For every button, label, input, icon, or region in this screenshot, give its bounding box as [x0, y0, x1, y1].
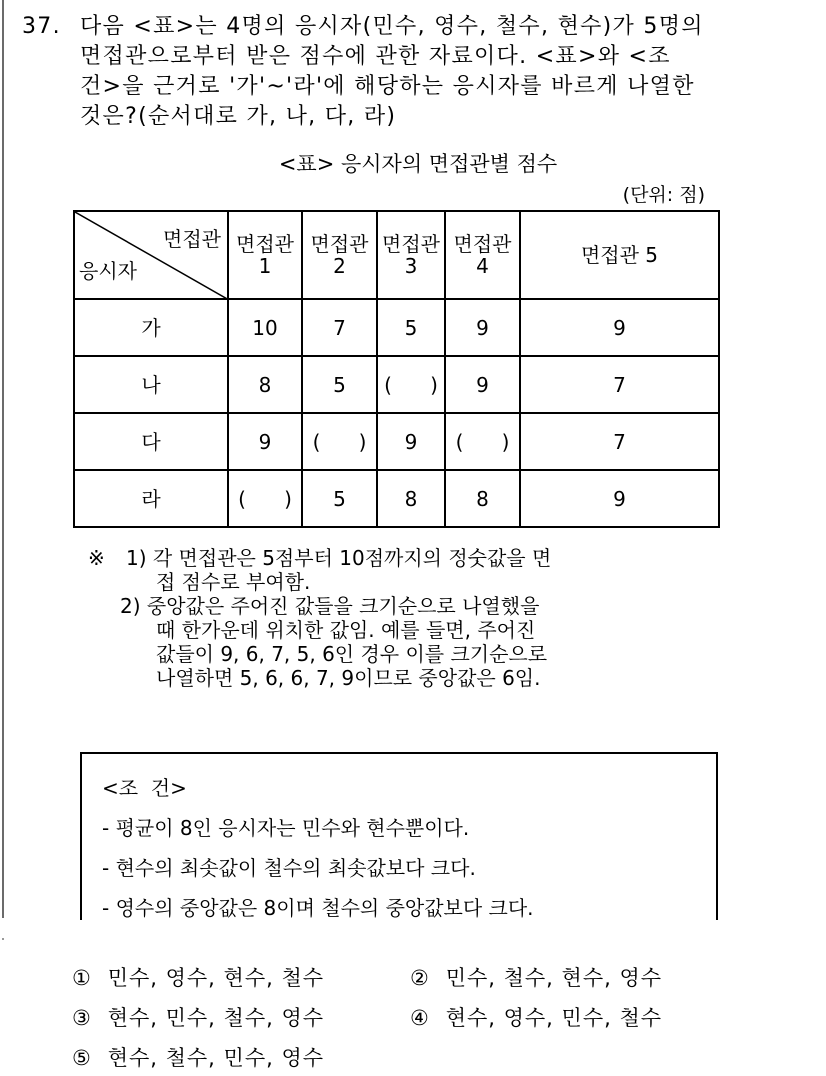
- blank-score-cell: ( ): [228, 470, 302, 527]
- choice-text: 현수, 민수, 철수, 영수: [107, 1006, 325, 1030]
- column-header-number: 4: [476, 254, 489, 278]
- score-cell: 9: [520, 299, 719, 356]
- table-notes: [88, 546, 728, 690]
- score-cell: 10: [228, 299, 302, 356]
- row-label: 다: [74, 413, 228, 470]
- column-header-label: 면접관 5: [580, 243, 659, 267]
- note-2-line-4: 나열하면 5, 6, 6, 7, 9이므로 중앙값은 6임.: [156, 666, 541, 690]
- question-block: [22, 12, 802, 132]
- choice-2[interactable]: [410, 962, 662, 992]
- condition-item: - 현수의 최솟값이 철수의 최솟값보다 크다.: [102, 856, 476, 880]
- table-title: <표> 응시자의 면접관별 점수: [278, 152, 558, 176]
- blank-score-cell: ( ): [302, 413, 377, 470]
- choice-text: 민수, 철수, 현수, 영수: [445, 966, 663, 990]
- score-cell: 8: [377, 470, 445, 527]
- corner-label-interviewer: 면접관: [163, 227, 221, 251]
- score-cell: 9: [445, 299, 520, 356]
- column-header-label: 면접관: [236, 232, 294, 256]
- question-number: 37.: [22, 14, 61, 39]
- reference-mark: ※: [88, 546, 105, 570]
- column-header-label: 면접관: [453, 232, 512, 256]
- column-header-3: [377, 211, 445, 299]
- blank-score-cell: ( ): [377, 356, 445, 413]
- score-cell: 9: [377, 413, 445, 470]
- column-header-2: [302, 211, 377, 299]
- note-2-line-3: 값들이 9, 6, 7, 5, 6인 경우 이를 크기순으로: [156, 642, 548, 666]
- conditions-box: [80, 752, 718, 920]
- question-line: 건>을 근거로 '가'~'라'에 해당하는 응시자를 바르게 나열한: [80, 74, 695, 99]
- choice-number-icon: ⑤: [72, 1046, 92, 1070]
- choice-text: 현수, 철수, 민수, 영수: [107, 1046, 325, 1070]
- score-cell: 9: [445, 356, 520, 413]
- note-1-line-2: 접 점수로 부여함.: [156, 570, 311, 594]
- score-table: [73, 210, 720, 528]
- question-stem: [80, 12, 802, 132]
- column-header-5: [520, 211, 719, 299]
- note-2-line-1: 2) 중앙값은 주어진 값들을 크기순으로 나열했을: [120, 594, 540, 618]
- table-unit: (단위: 점): [622, 184, 705, 206]
- choice-text: 민수, 영수, 현수, 철수: [107, 966, 325, 990]
- note-text: 1) 각 면접관은 5점부터 10점까지의 정숫값을 면: [126, 546, 552, 570]
- table-row: [74, 356, 719, 413]
- conditions-title: <조 건>: [102, 776, 187, 800]
- column-header-number: 2: [333, 254, 346, 278]
- choice-number-icon: ②: [410, 966, 430, 990]
- note-2-line-2: 때 한가운데 위치한 값임. 예를 들면, 주어진: [156, 618, 536, 642]
- table-row: [74, 413, 719, 470]
- score-cell: 8: [445, 470, 520, 527]
- choice-3[interactable]: [72, 1002, 324, 1032]
- choice-number-icon: ③: [72, 1006, 92, 1030]
- score-cell: 7: [302, 299, 377, 356]
- score-cell: 8: [228, 356, 302, 413]
- question-line: 면접관으로부터 받은 점수에 관한 자료이다. <표>와 <조: [80, 44, 671, 69]
- row-label: 나: [74, 356, 228, 413]
- left-margin-rule: [2, 0, 4, 918]
- column-header-1: [228, 211, 302, 299]
- row-label: 라: [74, 470, 228, 527]
- blank-score-cell: ( ): [445, 413, 520, 470]
- score-cell: 5: [377, 299, 445, 356]
- condition-item: - 평균이 8인 응시자는 민수와 현수뿐이다.: [102, 816, 470, 840]
- corner-label-applicant: 응시자: [79, 259, 137, 283]
- choice-text: 현수, 영수, 민수, 철수: [445, 1006, 663, 1030]
- condition-item: - 영수의 중앙값은 8이며 철수의 중앙값보다 크다.: [102, 896, 534, 920]
- score-cell: 7: [520, 356, 719, 413]
- choice-number-icon: ①: [72, 966, 92, 990]
- note-1-line-1: [88, 546, 728, 570]
- score-cell: 5: [302, 356, 377, 413]
- column-header-number: 3: [404, 254, 418, 278]
- score-cell: 9: [228, 413, 302, 470]
- choice-5[interactable]: [72, 1042, 324, 1072]
- table-row: [74, 299, 719, 356]
- score-cell: 7: [520, 413, 719, 470]
- table-title-wrap: [0, 148, 826, 178]
- score-cell: 9: [520, 470, 719, 527]
- row-label: 가: [74, 299, 228, 356]
- question-line: 다음 <표>는 4명의 응시자(민수, 영수, 철수, 현수)가 5명의: [80, 14, 704, 39]
- table-header-row: [74, 211, 719, 299]
- column-header-4: [445, 211, 520, 299]
- margin-dot: [2, 938, 4, 940]
- corner-header-cell: [74, 211, 228, 299]
- choice-4[interactable]: [410, 1002, 662, 1032]
- choice-number-icon: ④: [410, 1006, 430, 1030]
- column-header-label: 면접관: [382, 232, 440, 256]
- score-cell: 5: [302, 470, 377, 527]
- diagonal-line: [75, 212, 229, 300]
- question-line: 것은?(순서대로 가, 나, 다, 라): [80, 104, 397, 129]
- choice-1[interactable]: [72, 962, 324, 992]
- table-row: [74, 470, 719, 527]
- column-header-label: 면접관: [310, 232, 369, 256]
- column-header-number: 1: [258, 254, 272, 278]
